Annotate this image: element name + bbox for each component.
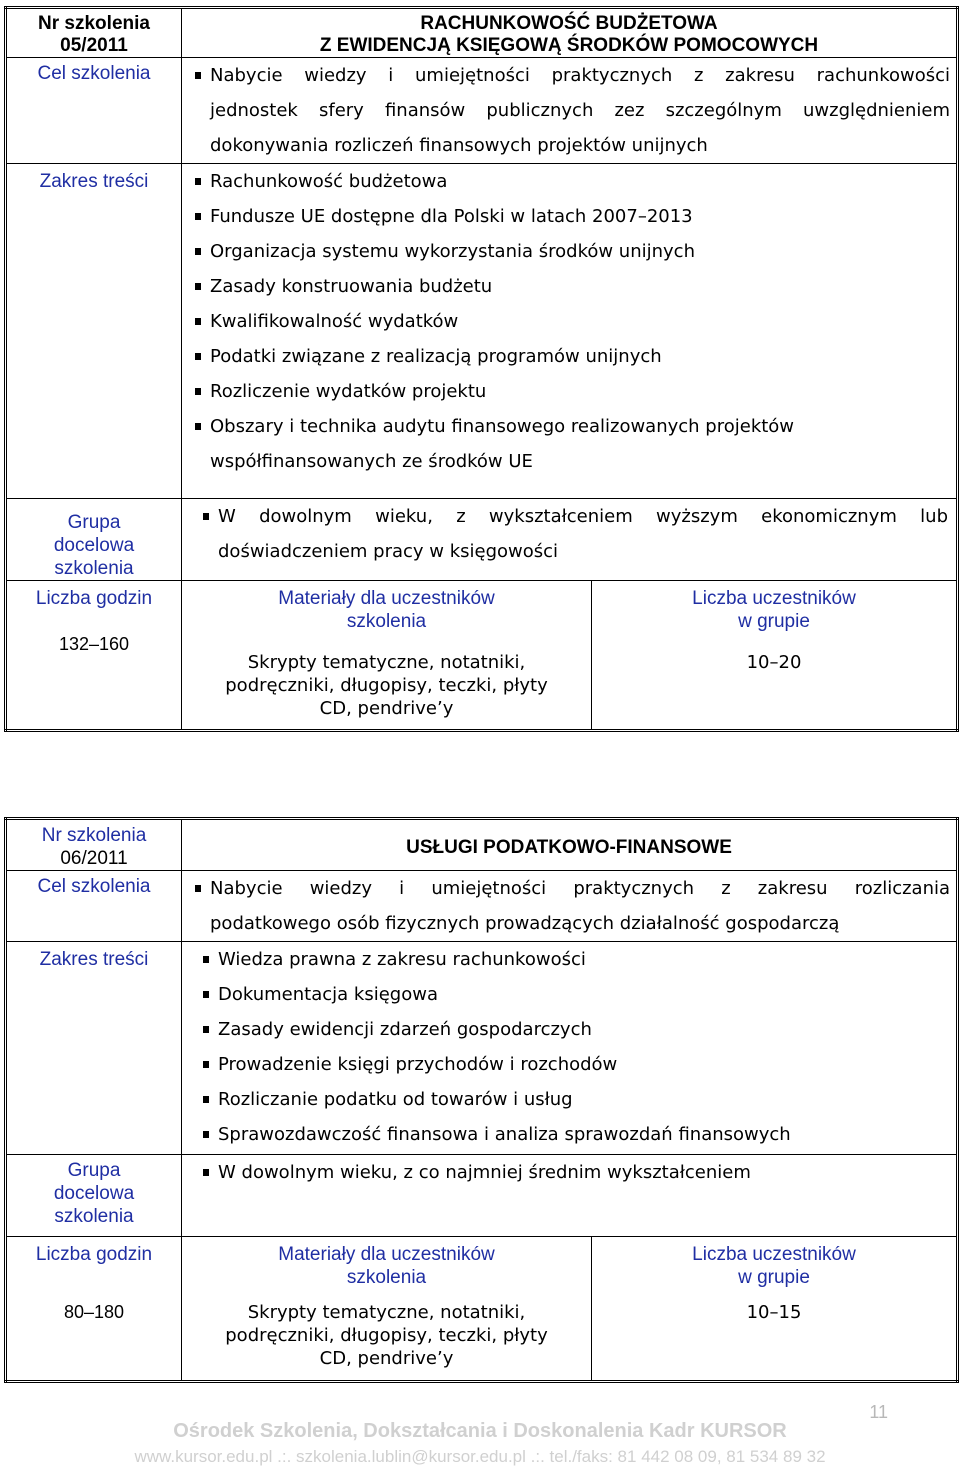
list-item: Prowadzenie księgi przychodów i rozchodów	[190, 1047, 956, 1082]
grupa-label-line: Grupa	[67, 1160, 121, 1181]
grupa-line: W dowolnym wieku, z co najmniej średnim wykształceniem	[190, 1155, 956, 1190]
list-item: Obszary i technika audytu finansowego realizowanych projektów	[182, 409, 956, 444]
list-item: Zasady ewidencji zdarzeń gospodarczych	[190, 1012, 956, 1047]
godzin-value: 132–160	[58, 634, 130, 654]
uczestnikow-value: 10–15	[746, 1302, 802, 1323]
materialy-cell	[182, 1237, 592, 1382]
footer-contact: www.kursor.edu.pl .:. szkolenia.lublin@kursor.edu.pl .:. tel./faks: 81 442 08 09, 81 534 89 32	[134, 1447, 826, 1466]
list-item: Zasady konstruowania budżetu	[182, 269, 956, 304]
uczestnikow-value: 10–20	[746, 652, 802, 673]
grupa-label-line: Grupa	[67, 512, 121, 533]
cel-content	[182, 58, 958, 164]
nr-value: 05/2011	[60, 35, 128, 56]
course-table-05-2011	[4, 6, 959, 732]
zakres-content	[182, 164, 958, 499]
grupa-label-line: docelowa	[53, 1183, 135, 1204]
grupa-label-line: szkolenia	[54, 558, 134, 579]
materialy-label: szkolenia	[346, 1267, 427, 1288]
godzin-label: Liczba godzin	[35, 1244, 153, 1265]
godzin-value: 80–180	[63, 1302, 125, 1322]
materialy-label: Materiały dla uczestników	[278, 1244, 495, 1265]
cel-label: Cel szkolenia	[6, 58, 182, 164]
nr-cell	[6, 819, 182, 871]
grupa-label-line: szkolenia	[54, 1206, 134, 1227]
list-item: Sprawozdawczość finansowa i analiza sprawozdań finansowych	[190, 1117, 956, 1152]
nr-value: 06/2011	[60, 848, 128, 869]
materialy-value: Skrypty tematyczne, notatniki,	[247, 652, 526, 673]
godzin-label: Liczba godzin	[35, 588, 153, 609]
list-item: Rozliczanie podatku od towarów i usług	[190, 1082, 956, 1117]
grupa-label	[6, 499, 182, 581]
uczestnikow-cell	[592, 1237, 958, 1382]
godzin-cell	[6, 581, 182, 731]
grupa-line: W dowolnym wieku, z wykształceniem wyższym ekonomicznym lub	[190, 499, 948, 534]
list-item: Dokumentacja księgowa	[190, 977, 956, 1012]
list-item: Kwalifikowalność wydatków	[182, 304, 956, 339]
list-item: Podatki związane z realizacją programów unijnych	[182, 339, 956, 374]
page-number: 11	[869, 1402, 888, 1422]
cel-line: dokonywania rozliczeń finansowych projektów unijnych	[210, 135, 708, 156]
grupa-label-line: docelowa	[53, 535, 135, 556]
list-item: Organizacja systemu wykorzystania środków unijnych	[182, 234, 956, 269]
list-item: Fundusze UE dostępne dla Polski w latach 2007–2013	[182, 199, 956, 234]
course-table-06-2011	[4, 817, 959, 1383]
uczestnikow-label: w grupie	[738, 611, 810, 632]
grupa-content	[182, 1155, 958, 1237]
zakres-label: Zakres treści	[6, 942, 182, 1155]
nr-cell	[6, 8, 182, 58]
course-title	[182, 8, 958, 58]
course-title-line: Z EWIDENCJĄ KSIĘGOWĄ ŚRODKÓW POMOCOWYCH	[319, 35, 819, 56]
list-item-continuation: współfinansowanych ze środków UE	[210, 451, 533, 472]
godzin-cell	[6, 1237, 182, 1382]
grupa-content	[182, 499, 958, 581]
cel-line: jednostek sfery finansów publicznych zez szczególnym uwzględnieniem	[210, 100, 951, 121]
cel-line: podatkowego osób fizycznych prowadzących działalność gospodarczą	[210, 913, 840, 934]
materialy-value: CD, pendrive’y	[319, 1348, 454, 1369]
materialy-label: Materiały dla uczestników	[278, 588, 495, 609]
nr-label: Nr szkolenia	[41, 825, 147, 846]
uczestnikow-label: Liczba uczestników	[692, 1244, 856, 1265]
footer-organization: Ośrodek Szkolenia, Dokształcania i Doskonalenia Kadr KURSOR	[173, 1420, 787, 1442]
materialy-value: CD, pendrive’y	[319, 698, 454, 719]
course-title-line: RACHUNKOWOŚĆ BUDŻETOWA	[420, 13, 718, 34]
list-item: Rachunkowość budżetowa	[182, 164, 956, 199]
materialy-value: podręczniki, długopisy, teczki, płyty	[225, 675, 548, 696]
cel-line: Nabycie wiedzy i umiejętności praktycznych z zakresu rachunkowości	[182, 58, 950, 93]
materialy-value: Skrypty tematyczne, notatniki,	[247, 1302, 526, 1323]
cel-line: Nabycie wiedzy i umiejętności praktycznych z zakresu rozliczania	[182, 871, 950, 906]
nr-label: Nr szkolenia	[38, 13, 150, 34]
zakres-label: Zakres treści	[6, 164, 182, 499]
cel-content	[182, 871, 958, 942]
uczestnikow-label: Liczba uczestników	[692, 588, 856, 609]
materialy-cell	[182, 581, 592, 731]
uczestnikow-cell	[592, 581, 958, 731]
materialy-label: szkolenia	[346, 611, 427, 632]
uczestnikow-label: w grupie	[738, 1267, 810, 1288]
materialy-value: podręczniki, długopisy, teczki, płyty	[225, 1325, 548, 1346]
course-title: USŁUGI PODATKOWO-FINANSOWE	[182, 819, 958, 871]
grupa-label	[6, 1155, 182, 1237]
list-item: Wiedza prawna z zakresu rachunkowości	[190, 942, 956, 977]
list-item: Rozliczenie wydatków projektu	[182, 374, 956, 409]
zakres-content	[182, 942, 958, 1155]
cel-label: Cel szkolenia	[6, 871, 182, 942]
grupa-line: doświadczeniem pracy w księgowości	[218, 541, 559, 562]
